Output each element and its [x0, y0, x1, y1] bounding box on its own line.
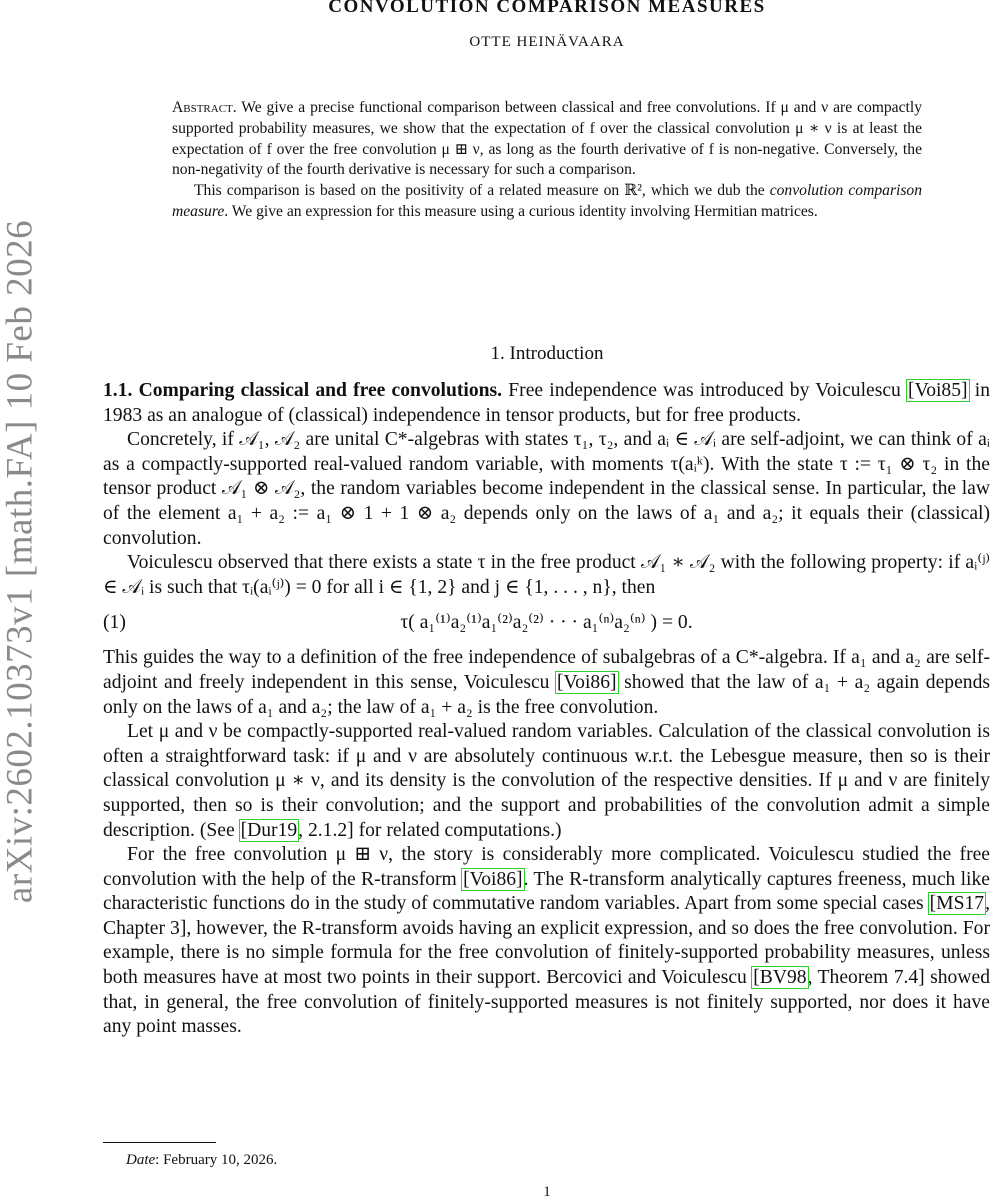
- paragraph: [103, 720, 990, 843]
- author: OTTE HEINÄVAARA: [469, 34, 625, 50]
- paragraph: Concretely, if 𝒜₁, 𝒜₂ are unital C*-algebras with states τ₁, τ₂, and aᵢ ∈ 𝒜ᵢ are self-adjoint, we can think of aᵢ as a compactly-supported real-valued random variable, with moments τ(aᵢᵏ). With the state τ := τ₁ ⊗ τ₂ in the tensor product 𝒜₁ ⊗ 𝒜₂, the random variables become independent in the classical sense. In particular, the law of the element a₁ + a₂ := a₁ ⊗ 1 + 1 ⊗ a₂ depends only on the laws of a₁ and a₂; it equals their (classical) convolution.: [103, 429, 990, 549]
- equation-number: (1): [103, 612, 126, 634]
- text: Free independence was introduced by Voiculescu: [502, 380, 908, 401]
- text: , 2.1.2] for related computations.): [298, 819, 562, 841]
- abstract-text: This comparison is based on the positivity of a related measure on ℝ², which we dub the: [194, 182, 770, 200]
- abstract-text: . We give an expression for this measure using a curious identity involving Hermitian matrices.: [224, 202, 818, 220]
- paragraph: [103, 843, 990, 1040]
- paragraph: [103, 646, 990, 720]
- paragraph: [103, 379, 990, 428]
- citation-link[interactable]: [MS17: [929, 893, 985, 915]
- citation-link[interactable]: [Voi85]: [908, 380, 968, 401]
- footnote-label: Date: [126, 1152, 156, 1168]
- paper-title: CONVOLUTION COMPARISON MEASURES: [328, 0, 766, 17]
- equation-body: τ( a₁⁽¹⁾a₂⁽¹⁾a₁⁽²⁾a₂⁽²⁾ · · · a₁⁽ⁿ⁾a₂⁽ⁿ⁾ ) = 0.: [400, 612, 693, 634]
- abstract-paragraph-2: [172, 181, 922, 223]
- footnote: [126, 1152, 277, 1169]
- section-heading: 1. Introduction: [490, 343, 604, 364]
- arxiv-identifier: arXiv:2602.10373v1 [math.FA] 10 Feb 2026: [0, 219, 41, 904]
- subsection-heading: 1.1. Comparing classical and free convolutions.: [103, 380, 503, 401]
- emphasis: convolution comparison measure: [172, 182, 923, 220]
- text: , Theorem 7.4] showed that, in general, the free convolution of finitely-supported measures is not finitely supported, nor does it have any point masses.: [103, 967, 990, 1038]
- citation-link[interactable]: [Voi86]: [463, 868, 523, 890]
- citation-link[interactable]: [Dur19: [240, 819, 298, 841]
- footnote-rule: [103, 1142, 216, 1143]
- abstract-text: We give a precise functional comparison between classical and free convolutions. If μ and ν are compactly supported probability measures, we show that the expectation of f over the classical convolution μ ∗ ν is at least the expectation of f over the free convolution μ ⊞ ν, as long as the fourth derivative of f is non-negative. Conversely, the non-negativity of the fourth derivative is necessary for such a comparison.: [172, 99, 922, 179]
- footnote-value: : February 10, 2026.: [155, 1152, 278, 1168]
- text: For the free convolution μ ⊞ ν, the story is considerably more complicated. Voiculescu studied the free convolution with the help of the R-transform: [103, 844, 990, 890]
- equation: [103, 600, 990, 646]
- text: , Chapter 3], however, the R-transform avoids having an explicit expression, and so does the free convolution. For example, there is no simple formula for the free convolution of finitely-supported probability measures, unless both measures have at most two points in their support. Bercovici and Voiculescu: [103, 893, 990, 989]
- text: showed that the law of a₁ + a₂ again depends only on the laws of a₁ and a₂; the law of a₁ + a₂ is the free convolution.: [103, 671, 990, 718]
- citation-link[interactable]: [Voi86]: [557, 671, 617, 693]
- paragraph: Voiculescu observed that there exists a state τ in the free product 𝒜₁ ∗ 𝒜₂ with the following property: if aᵢ⁽ʲ⁾ ∈ 𝒜ᵢ is such that τᵢ(aᵢ⁽ʲ⁾) = 0 for all i ∈ {1, 2} and j ∈ {1, . . . , n}, then: [103, 552, 990, 598]
- abstract-label: Abstract.: [172, 99, 237, 116]
- text: . The R-transform analytically captures freeness, much like characteristic functions do in the study of commutative random variables. Apart from some special cases: [103, 868, 990, 915]
- text: This guides the way to a definition of the free independence of subalgebras of a C*-algebra. If a₁ and a₂ are self-adjoint and freely independent in this sense, Voiculescu: [103, 647, 990, 693]
- page-number: 1: [543, 1184, 551, 1200]
- body-text: [103, 379, 990, 1040]
- citation-link[interactable]: [BV98: [753, 967, 807, 989]
- text: Let μ and ν be compactly-supported real-valued random variables. Calculation of the classical convolution is often a straightforward task: if μ and ν are absolutely continuous w.r.t. the Lebesgue measure, then so is their classical convolution μ ∗ ν, and its density is the convolution of the respective densities. If μ and ν are finitely supported, then so is their convolution; and the support and probabilities of the convolution admit a simple description. (See: [103, 721, 990, 841]
- text: in 1983 as an analogue of (classical) independence in tensor products, but for free products.: [103, 380, 990, 426]
- abstract-paragraph-1: [172, 98, 922, 181]
- abstract: [172, 98, 922, 223]
